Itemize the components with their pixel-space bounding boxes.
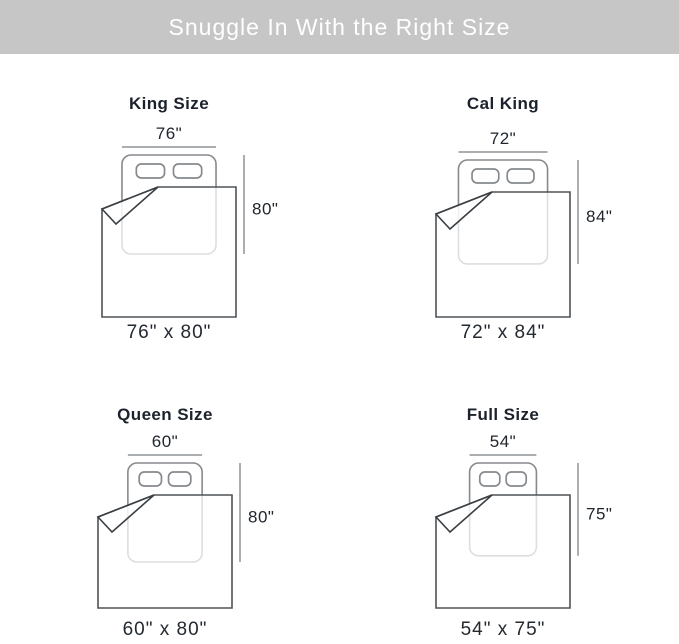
bed-card-full [368,401,638,641]
width-dimension-label: 60" [151,432,179,451]
bed-title-queen: Queen Size [117,405,213,424]
height-dimension-label: 80" [252,199,279,219]
pillow-right [507,169,534,183]
pillow-left [136,164,164,178]
bed-dimensions-king: 76" x 80" [126,322,212,343]
bed-diagram-king [34,118,304,320]
bed-dimensions-queen: 60" x 80" [122,619,208,640]
width-dimension-label: 76" [155,124,183,143]
bed-dimensions-full: 54" x 75" [460,619,546,640]
bed-diagram-full [368,429,638,611]
width-dimension-label: 72" [489,129,517,148]
bed-title-cal-king: Cal King [466,94,540,113]
height-dimension-label: 80" [248,507,275,527]
width-dimension-label: 54" [489,432,517,451]
bed-card-queen [30,401,300,641]
pillow-left [472,169,499,183]
height-dimension-label: 84" [586,206,613,226]
pillow-left [480,472,500,486]
bed-title-king: King Size [128,94,210,113]
page-title: Snuggle In With the Right Size [168,14,511,40]
bed-title-full: Full Size [466,405,540,424]
height-dimension-label: 75" [586,504,613,524]
pillow-right [169,472,191,486]
bed-card-cal-king [368,90,638,344]
pillow-right [173,164,201,178]
bed-card-king [34,90,304,344]
pillow-left [139,472,161,486]
bed-diagram-cal-king [368,118,638,320]
bed-dimensions-cal-king: 72" x 84" [460,322,546,343]
header-banner [0,0,679,54]
bed-diagram-queen [30,429,300,611]
pillow-right [506,472,526,486]
